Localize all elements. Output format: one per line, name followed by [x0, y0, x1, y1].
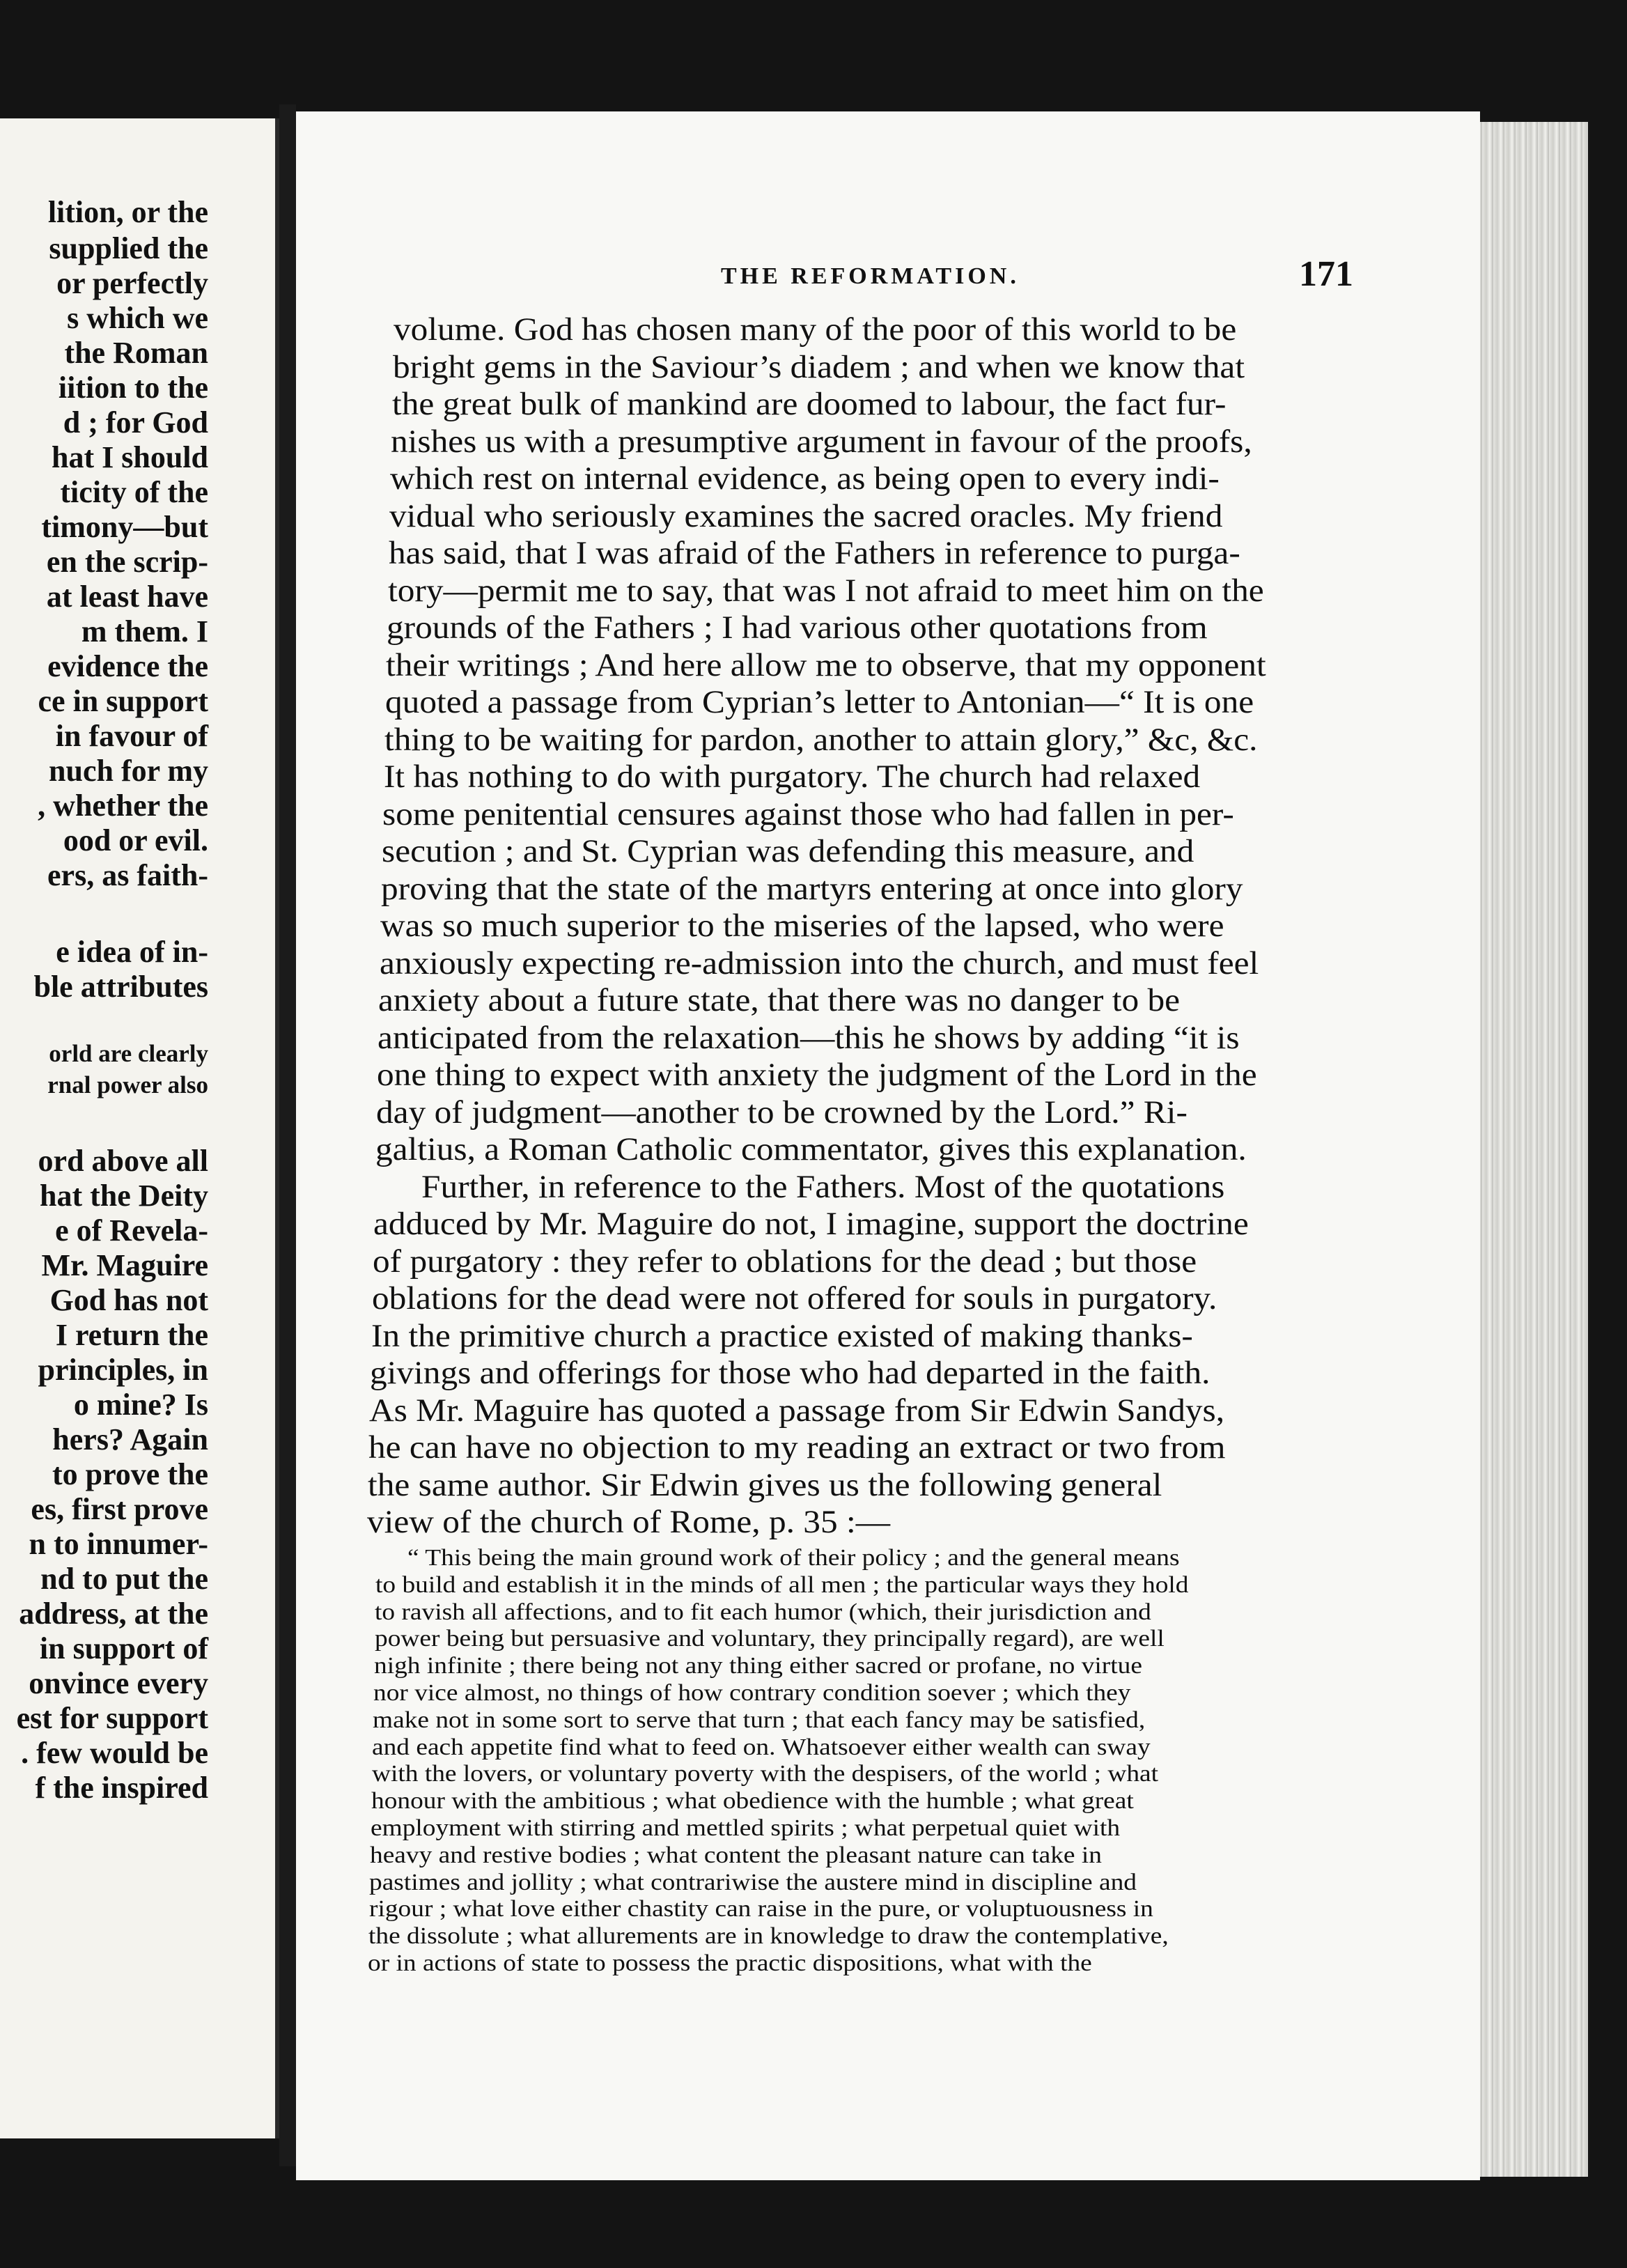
left-page-line: hat I should [51, 440, 208, 474]
body-text-line: Further, in reference to the Fathers. Most of the quotations [421, 1168, 1225, 1205]
quote-text-line: to build and establish it in the minds of all men ; the particular ways they hold [375, 1571, 1189, 1598]
left-page-line: supplied the [49, 231, 208, 265]
left-page-line: address, at the [19, 1597, 208, 1631]
left-page-line: iition to the [58, 371, 208, 405]
left-page-line: f the inspired [35, 1771, 208, 1805]
left-page-line: rnal power also [47, 1071, 208, 1098]
left-page-line: nuch for my [49, 754, 208, 788]
quote-text-line: to ravish all affections, and to fit each humor (which, their jurisdiction and [375, 1599, 1151, 1625]
left-page-line: e idea of in- [56, 935, 208, 969]
body-text-line: view of the church of Rome, p. 35 :— [367, 1504, 891, 1540]
body-text-line: one thing to expect with anxiety the judgment of the Lord in the [377, 1057, 1257, 1093]
left-page-line: ticity of the [60, 475, 208, 509]
left-page-line: es, first prove [31, 1492, 208, 1526]
quote-text-line: nigh infinite ; there being not any thing either sacred or profane, no virtue [374, 1653, 1142, 1679]
body-text-line: he can have no objection to my reading an extract or two from [368, 1429, 1226, 1466]
left-page-line: at least have [46, 580, 208, 614]
body-text-line: which rest on internal evidence, as being open to every indi- [390, 460, 1220, 497]
body-text-line: As Mr. Maguire has quoted a passage from Sir Edwin Sandys, [369, 1392, 1225, 1429]
left-page-line: timony—but [41, 510, 208, 544]
body-text-line: has said, that I was afraid of the Fathers in reference to purga- [389, 535, 1240, 571]
left-page-line: , whether the [38, 789, 208, 823]
left-page-line: en the scrip- [46, 545, 208, 579]
left-page-line: m them. I [81, 614, 208, 648]
left-page-line: in support of [39, 1631, 208, 1665]
body-text-line: anxiously expecting re-admission into the church, and must feel [380, 945, 1259, 981]
body-text-line: of purgatory : they refer to oblations for the dead ; but those [373, 1243, 1197, 1280]
left-page-line: lition, or the [47, 195, 208, 229]
left-page-line: Mr. Maguire [41, 1248, 208, 1282]
quote-text-line: the dissolute ; what allurements are in knowledge to draw the contemplative, [368, 1923, 1169, 1950]
quote-text-line: employment with stirring and mettled spirits ; what perpetual quiet with [371, 1815, 1121, 1841]
body-text-line: galtius, a Roman Catholic commentator, gives this explanation. [375, 1131, 1247, 1167]
body-text-line: anxiety about a future state, that there was no danger to be [378, 982, 1181, 1018]
quote-text-line: nor vice almost, no things of how contrary condition soever ; which they [373, 1680, 1131, 1706]
left-page-line: orld are clearly [49, 1040, 208, 1067]
body-text-line: nishes us with a presumptive argument in favour of the proofs, [391, 423, 1252, 460]
body-text-line: tory—permit me to say, that was I not afraid to meet him on the [388, 572, 1264, 609]
body-text-line: the great bulk of mankind are doomed to labour, the fact fur- [392, 386, 1227, 422]
body-text-line: vidual who seriously examines the sacred oracles. My friend [389, 497, 1223, 534]
body-text-line: day of judgment—another to be crowned by the Lord.” Ri- [376, 1094, 1188, 1131]
body-text-line: adduced by Mr. Maguire do not, I imagine, support the doctrine [373, 1206, 1249, 1242]
body-text-line: proving that the state of the martyrs entering at once into glory [381, 870, 1243, 907]
left-page-line: est for support [16, 1701, 208, 1735]
body-text-line: secution ; and St. Cyprian was defending this measure, and [382, 833, 1194, 869]
body-text-line: thing to be waiting for pardon, another to attain glory,” &c, &c. [384, 721, 1258, 758]
page-header [296, 254, 1480, 305]
body-text-line: grounds of the Fathers ; I had various other quotations from [387, 609, 1208, 646]
left-page-line: God has not [49, 1283, 208, 1317]
left-page-line: ers, as faith- [47, 858, 208, 892]
body-text-line: oblations for the dead were not offered for souls in purgatory. [372, 1280, 1217, 1316]
body-text-line: bright gems in the Saviour’s diadem ; and when we know that [393, 348, 1245, 385]
book-gutter [279, 104, 296, 2166]
body-text-line: In the primitive church a practice existed of making thanks- [371, 1317, 1193, 1354]
left-page-line: in favour of [55, 719, 208, 753]
left-page-line: ble attributes [33, 970, 208, 1004]
quote-text-line: with the lovers, or voluntary poverty with the despisers, of the world ; what [372, 1761, 1159, 1787]
left-page-line: d ; for God [63, 405, 208, 440]
body-text-line: quoted a passage from Cyprian’s letter to Antonian—“ It is one [385, 684, 1254, 720]
quote-text-line: power being but persuasive and voluntary, they principally regard), are well [375, 1626, 1165, 1652]
left-page-line: principles, in [38, 1353, 208, 1387]
body-text-line: the same author. Sir Edwin gives us the following general [368, 1466, 1162, 1503]
body-text-line: volume. God has chosen many of the poor of this world to be [394, 311, 1237, 348]
left-page-line: the Roman [64, 336, 208, 370]
left-page-line: nd to put the [40, 1562, 208, 1596]
quote-text-line: or in actions of state to possess the practic dispositions, what with the [368, 1950, 1092, 1976]
left-page-line: ce in support [38, 684, 208, 718]
right-page [296, 111, 1480, 2180]
page-number: 171 [1299, 254, 1353, 294]
left-page-line: e of Revela- [55, 1213, 208, 1248]
left-page-line: o mine? Is [73, 1388, 208, 1422]
left-page-line: I return the [55, 1318, 208, 1352]
left-page-line: ood or evil. [63, 823, 208, 857]
left-page-line: onvince every [29, 1666, 208, 1700]
running-head: THE REFORMATION. [721, 263, 1020, 289]
quote-text-line: and each appetite find what to feed on. Whatsoever either wealth can sway [372, 1734, 1151, 1760]
left-page-line: s which we [67, 301, 208, 335]
body-text-line: some penitential censures against those who had fallen in per- [382, 795, 1234, 832]
left-page-line: or perfectly [56, 266, 208, 300]
body-text-line: was so much superior to the miseries of the lapsed, who were [380, 908, 1224, 944]
quote-text-line: make not in some sort to serve that turn ; that each fancy may be satisfied, [373, 1707, 1146, 1733]
left-page-line: n to innumer- [29, 1527, 208, 1561]
body-text-line: anticipated from the relaxation—this he shows by adding “it is [377, 1019, 1240, 1056]
body-text-line: It has nothing to do with purgatory. The church had relaxed [384, 759, 1201, 795]
left-page-line: . few would be [21, 1736, 208, 1770]
quote-text-line: rigour ; what love either chastity can raise in the pure, or voluptuousness in [369, 1896, 1153, 1923]
left-page-line: ord above all [38, 1144, 208, 1178]
left-page-line: to prove the [52, 1457, 208, 1491]
left-page-line: hat the Deity [40, 1179, 208, 1213]
body-text-line: their writings ; And here allow me to observe, that my opponent [386, 646, 1266, 683]
quote-text-line: honour with the ambitious ; what obedience with the humble ; what great [371, 1788, 1134, 1815]
quote-text-line: heavy and restive bodies ; what content the pleasant nature can take in [370, 1842, 1102, 1868]
left-page [0, 118, 279, 2138]
left-page-line: evidence the [47, 649, 208, 683]
quote-text-line: pastimes and jollity ; what contrariwise the austere mind in discipline and [369, 1869, 1137, 1895]
body-text-line: givings and offerings for those who had departed in the faith. [370, 1355, 1210, 1391]
left-page-line: hers? Again [52, 1422, 208, 1457]
quote-text-line: “ This being the main ground work of their policy ; and the general means [407, 1545, 1180, 1571]
